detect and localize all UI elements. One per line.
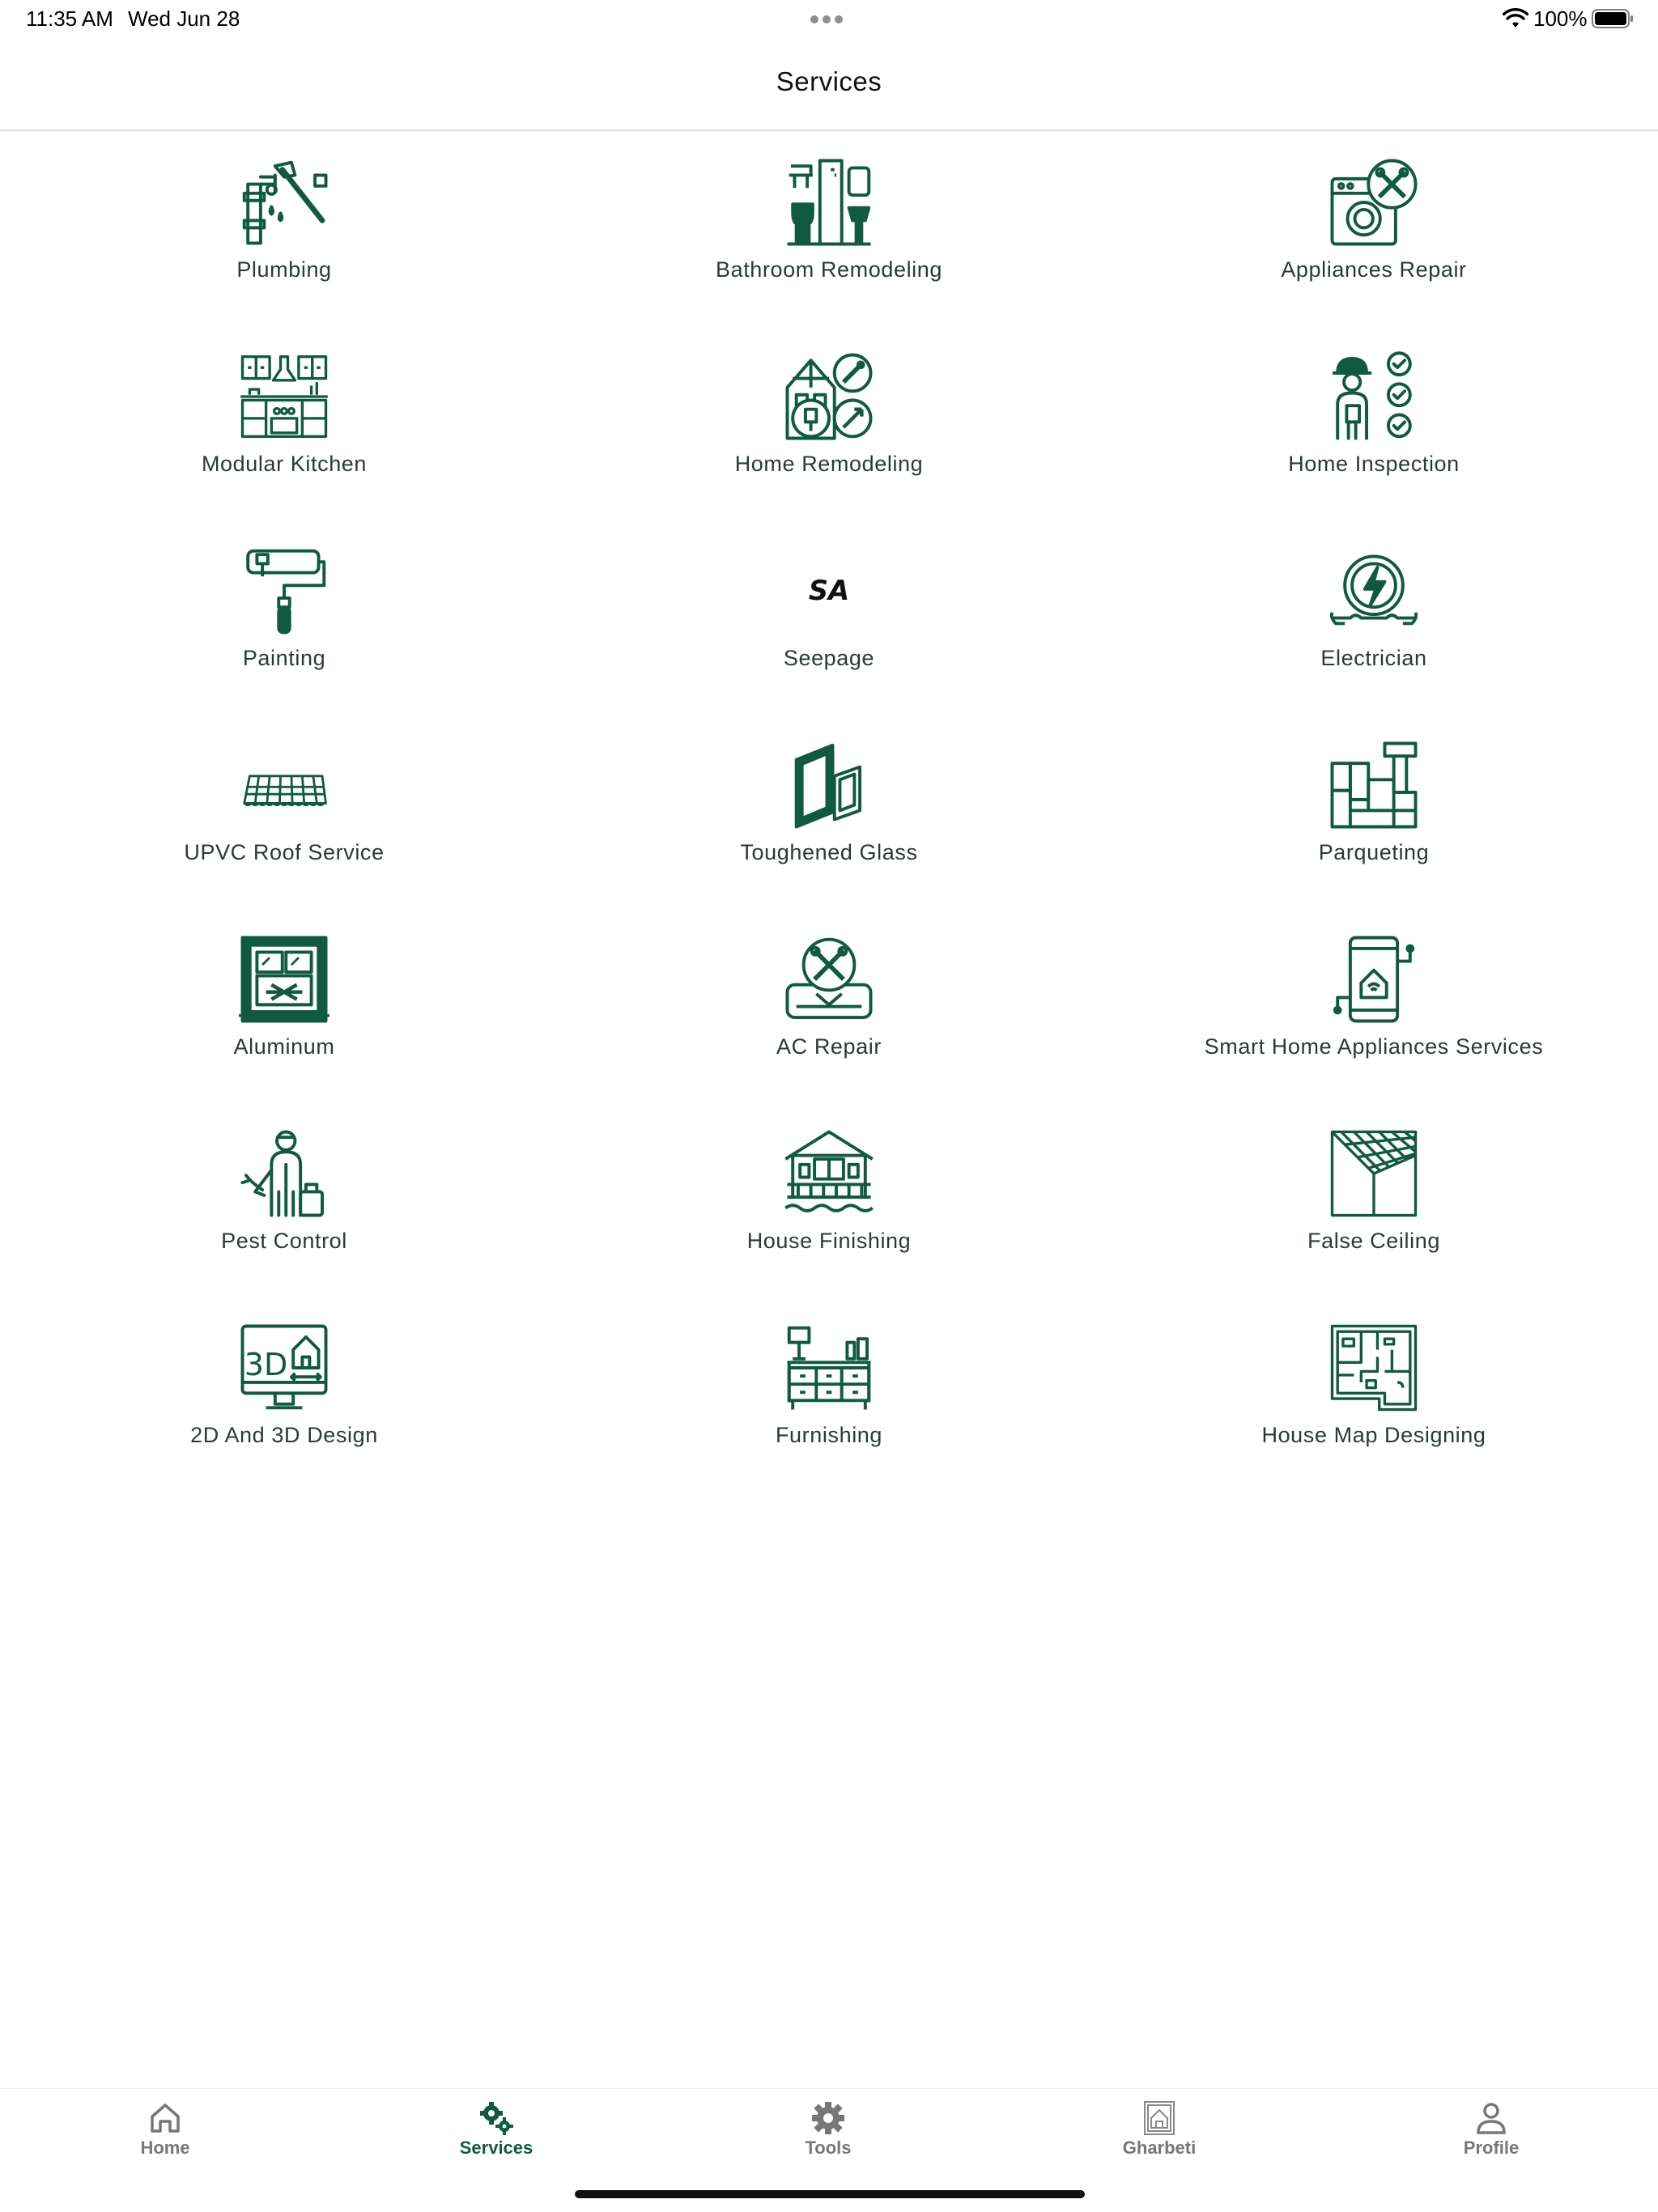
tab-home[interactable] <box>84 2100 246 2165</box>
document-house-icon <box>1141 2100 1177 2136</box>
service-label: Electrician <box>1320 646 1427 670</box>
service-seepage[interactable] <box>553 534 1105 728</box>
service-label: Bathroom Remodeling <box>715 257 943 282</box>
status-time: 11:35 AM <box>26 6 113 31</box>
paint-roller-icon <box>239 546 329 636</box>
home-remodel-icon <box>784 351 874 442</box>
furniture-icon <box>784 1323 874 1413</box>
service-modular-kitchen[interactable] <box>8 340 560 534</box>
service-parqueting[interactable] <box>1098 728 1650 923</box>
gear-icon <box>810 2100 846 2136</box>
kitchen-icon <box>239 351 329 442</box>
service-label: Smart Home Appliances Services <box>1204 1034 1544 1059</box>
pest-control-icon <box>239 1128 329 1219</box>
service-label: Painting <box>242 646 326 670</box>
service-pest-control[interactable] <box>8 1117 560 1311</box>
service-aluminum[interactable] <box>8 923 560 1117</box>
plumbing-icon <box>239 157 329 248</box>
service-label: Pest Control <box>221 1229 347 1253</box>
inspector-checklist-icon <box>1329 351 1419 442</box>
service-label: UPVC Roof Service <box>184 840 385 864</box>
tab-profile[interactable] <box>1410 2100 1572 2165</box>
service-label: Toughened Glass <box>740 840 918 864</box>
tab-label: Profile <box>1463 2138 1520 2158</box>
service-toughened-glass[interactable] <box>553 728 1105 923</box>
tab-label: Gharbeti <box>1122 2138 1197 2158</box>
service-electrician[interactable] <box>1098 534 1650 728</box>
service-label: Furnishing <box>775 1423 883 1447</box>
service-label: Seepage <box>783 646 875 670</box>
service-house-finishing[interactable] <box>553 1117 1105 1311</box>
tab-label: Tools <box>805 2138 852 2158</box>
service-house-map-designing[interactable] <box>1098 1311 1650 1505</box>
parquet-tiles-icon <box>1329 740 1419 830</box>
service-label: AC Repair <box>776 1034 882 1059</box>
service-home-remodeling[interactable] <box>553 340 1105 534</box>
service-bathroom-remodeling[interactable] <box>553 146 1105 340</box>
aluminum-window-icon <box>239 934 329 1025</box>
bathroom-icon <box>784 157 874 248</box>
3d-monitor-icon <box>239 1323 329 1413</box>
electric-wrench-icon <box>1329 546 1419 636</box>
roof-sheet-icon <box>239 740 329 830</box>
home-indicator[interactable] <box>575 2190 1085 2198</box>
washing-machine-repair-icon <box>1329 157 1419 248</box>
service-smart-home[interactable] <box>1098 923 1650 1117</box>
service-ac-repair[interactable] <box>553 923 1105 1117</box>
house-finishing-icon <box>784 1128 874 1219</box>
service-label: Modular Kitchen <box>201 452 368 476</box>
seepage-logo-icon <box>784 546 874 636</box>
ac-repair-icon <box>784 934 874 1025</box>
service-label: Aluminum <box>233 1034 335 1059</box>
service-upvc-roof[interactable] <box>8 728 560 923</box>
tab-label: Home <box>140 2138 190 2158</box>
service-label: Appliances Repair <box>1281 257 1467 282</box>
service-label: House Map Designing <box>1261 1423 1486 1447</box>
service-label: Parqueting <box>1318 840 1430 864</box>
multitasking-dots-icon[interactable] <box>810 15 843 23</box>
tab-gharbeti[interactable] <box>1078 2100 1240 2165</box>
service-painting[interactable] <box>8 534 560 728</box>
service-furnishing[interactable] <box>553 1311 1105 1505</box>
battery-icon <box>1592 9 1634 28</box>
service-label: Home Inspection <box>1288 452 1460 476</box>
home-icon <box>147 2100 183 2136</box>
tab-services[interactable] <box>415 2100 577 2165</box>
service-label: Home Remodeling <box>734 452 924 476</box>
service-label: 2D And 3D Design <box>190 1423 378 1447</box>
svg-text:3D: 3D <box>244 1346 288 1382</box>
false-ceiling-icon <box>1329 1128 1419 1219</box>
status-date: Wed Jun 28 <box>128 6 240 31</box>
tab-label: Services <box>459 2138 534 2158</box>
service-plumbing[interactable] <box>8 146 560 340</box>
battery-percent: 100% <box>1533 6 1588 31</box>
smart-home-phone-icon <box>1329 934 1419 1025</box>
wifi-icon <box>1503 8 1528 29</box>
person-icon <box>1473 2100 1509 2136</box>
service-false-ceiling[interactable] <box>1098 1117 1650 1311</box>
glass-panel-icon <box>784 740 874 830</box>
nav-header <box>0 57 1658 131</box>
service-label: Plumbing <box>236 257 332 282</box>
service-label: House Finishing <box>746 1229 912 1253</box>
service-label: False Ceiling <box>1307 1229 1440 1253</box>
page-title: Services <box>776 66 882 96</box>
service-home-inspection[interactable] <box>1098 340 1650 534</box>
service-appliances-repair[interactable] <box>1098 146 1650 340</box>
service-2d-3d-design[interactable] <box>8 1311 560 1505</box>
gears-icon <box>478 2100 514 2136</box>
svg-text:SA: SA <box>808 575 850 607</box>
status-bar <box>0 0 1658 39</box>
floor-plan-icon <box>1329 1323 1419 1413</box>
tab-tools[interactable] <box>747 2100 909 2165</box>
